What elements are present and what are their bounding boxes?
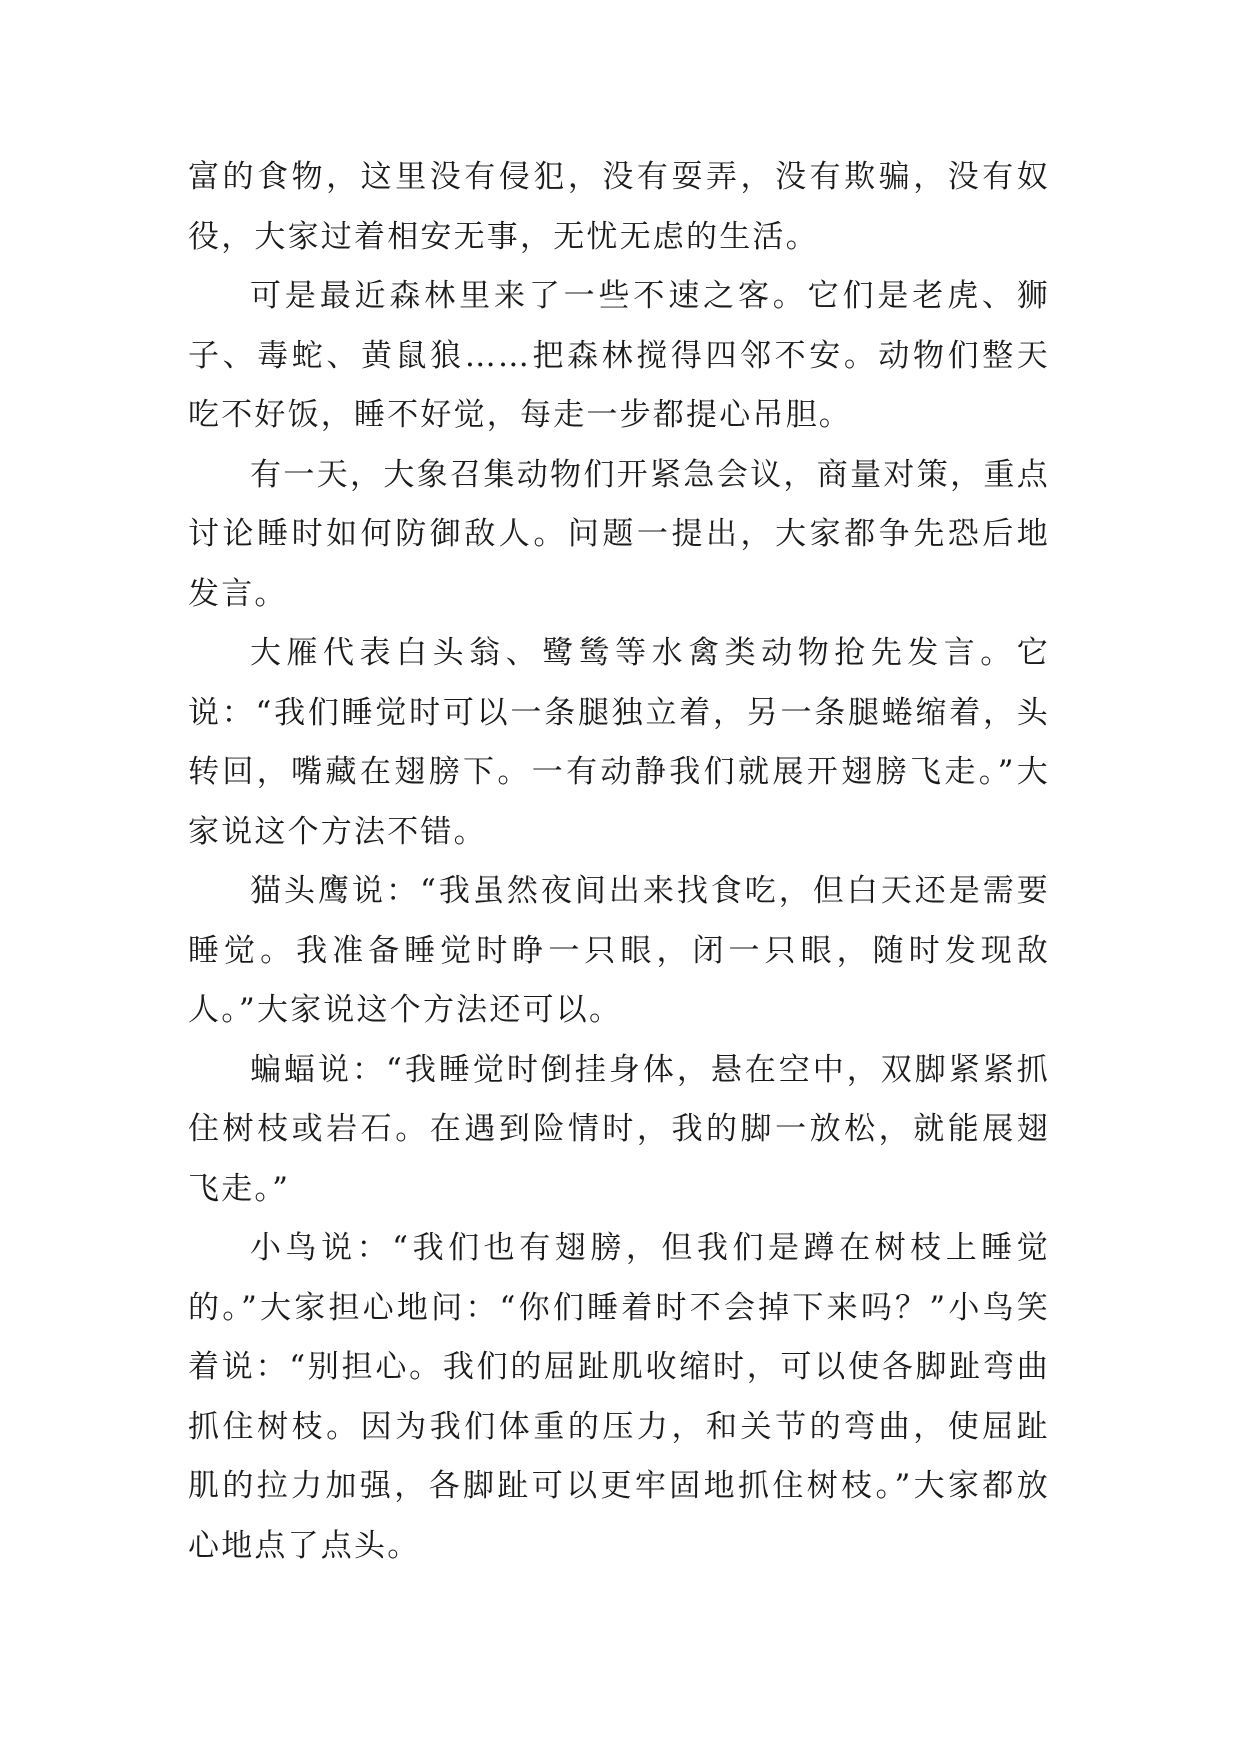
paragraph-5: 猫头鹰说：“我虽然夜间出来找食吃，但白天还是需要睡觉。我准备睡觉时睁一只眼，闭一只眼，随时发现敌人。”大家说这个方法还可以。	[188, 873, 1050, 1028]
document-body	[188, 148, 1050, 1576]
paragraph-6: 蝙蝠说：“我睡觉时倒挂身体，悬在空中，双脚紧紧抓住树枝或岩石。在遇到险情时，我的脚一放松，就能展翅飞走。”	[188, 1051, 1050, 1207]
paragraph-1: 富的食物，这里没有侵犯，没有耍弄，没有欺骗，没有奴役，大家过着相安无事，无忧无虑的生活。	[188, 159, 1050, 255]
paragraph-4: 大雁代表白头翁、鹭鸶等水禽类动物抢先发言。它说：“我们睡觉时可以一条腿独立着，另一条腿蜷缩着，头转回，嘴藏在翅膀下。一有动静我们就展开翅膀飞走。”大家说这个方法不错。	[188, 635, 1050, 850]
paragraph-2: 可是最近森林里来了一些不速之客。它们是老虎、狮子、毒蛇、黄鼠狼……把森林搅得四邻不安。动物们整天吃不好饭，睡不好觉，每走一步都提心吊胆。	[188, 278, 1050, 433]
paragraph-7: 小鸟说：“我们也有翅膀，但我们是蹲在树枝上睡觉的。”大家担心地问：“你们睡着时不会掉下来吗？”小鸟笑着说：“别担心。我们的屈趾肌收缩时，可以使各脚趾弯曲抓住树枝。因为我们体重的压力，和关节的弯曲，使屈趾肌的拉力加强，各脚趾可以更牢固地抓住树枝。”大家都放心地点了点头。	[188, 1230, 1050, 1564]
paragraph-3: 有一天，大象召集动物们开紧急会议，商量对策，重点讨论睡时如何防御敌人。问题一提出，大家都争先恐后地发言。	[188, 456, 1050, 612]
